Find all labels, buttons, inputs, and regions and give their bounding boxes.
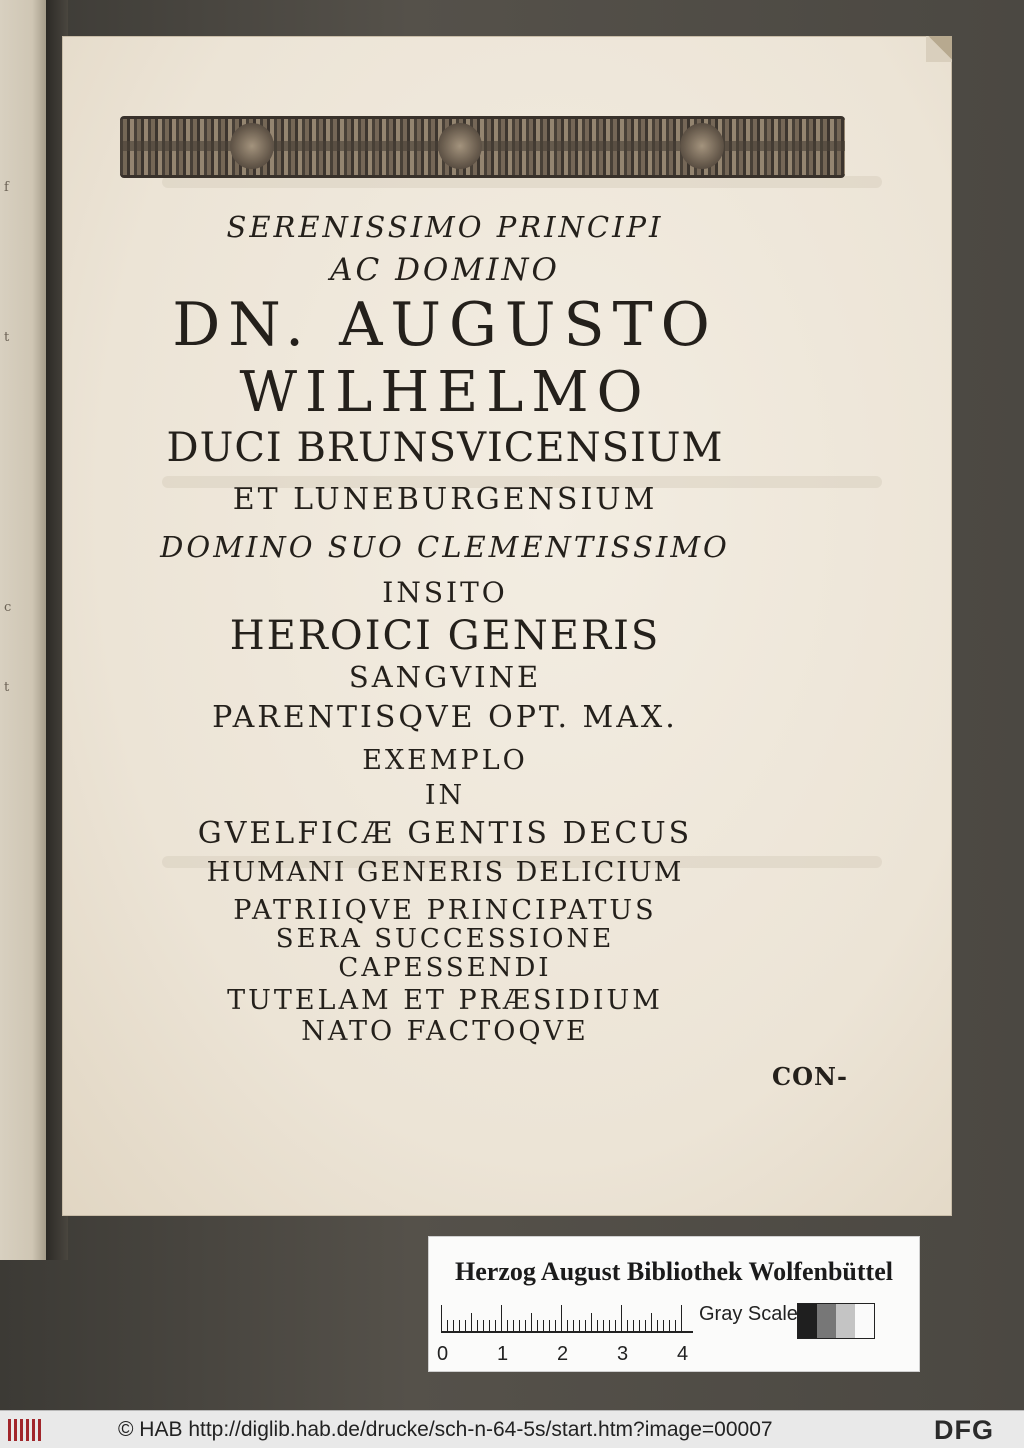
dedication-line: INSITO	[382, 576, 508, 609]
gray-swatch-black	[798, 1304, 817, 1338]
ruler-tick	[597, 1320, 598, 1331]
ruler-tick	[531, 1313, 532, 1331]
ruler-tick	[501, 1305, 502, 1331]
scale-number: 3	[617, 1343, 629, 1365]
dedication-line: SANGVINE	[348, 660, 542, 694]
library-label-card	[428, 1236, 920, 1372]
gray-scale-swatches	[797, 1303, 875, 1339]
ruler-tick	[675, 1320, 676, 1331]
dedication-line: DOMINO SUO CLEMENTISSIMO	[160, 530, 730, 564]
ruler-tick	[453, 1320, 454, 1331]
ruler-tick	[567, 1320, 568, 1331]
dedication-line: SERA SUCCESSIONE	[275, 924, 615, 954]
dedication-line: PATRIIQVE PRINCIPATUS	[233, 895, 657, 926]
previous-page-edge: f t c t	[0, 0, 46, 1260]
ruler-tick	[513, 1320, 514, 1331]
ruler-tick	[525, 1320, 526, 1331]
ruler-tick	[465, 1320, 466, 1331]
ruler-tick	[561, 1305, 562, 1331]
ruler-tick	[573, 1320, 574, 1331]
dedication-line: HUMANI GENERIS DELICIUM	[206, 857, 684, 888]
ruler-tick	[471, 1313, 472, 1331]
gray-scale-label: Gray Scale	[699, 1303, 798, 1325]
ruler-tick	[519, 1320, 520, 1331]
ruler-tick	[507, 1320, 508, 1331]
ruler-tick	[657, 1320, 658, 1331]
dedication-line: ET LUNEBURGENSIUM	[232, 482, 658, 517]
dfg-logo: DFG	[934, 1415, 994, 1445]
ruler-tick	[579, 1320, 580, 1331]
headpiece-ornament	[120, 116, 845, 178]
dedication-line: NATO FACTOQVE	[301, 1016, 589, 1047]
page-corner	[926, 36, 952, 62]
ornament-mask	[230, 123, 274, 169]
ruler-tick	[681, 1305, 682, 1331]
scale-number: 2	[557, 1343, 569, 1365]
dedication-line: HEROICI GENERIS	[229, 613, 661, 659]
dedication-name: DN. AUGUSTO	[172, 290, 718, 360]
dedication-line: TUTELAM ET PRÆSIDIUM	[227, 985, 663, 1016]
ruler-tick	[537, 1320, 538, 1331]
dedication-line: PARENTISQVE OPT. MAX.	[212, 700, 678, 735]
dedication-line: CAPESSENDI	[338, 953, 552, 983]
gray-swatch-white	[855, 1304, 874, 1338]
gray-swatch-mid	[817, 1304, 836, 1338]
ruler-tick	[645, 1320, 646, 1331]
scale-number: 4	[677, 1343, 689, 1365]
scale-number: 1	[497, 1343, 509, 1365]
ruler-tick	[603, 1320, 604, 1331]
gray-swatch-light	[836, 1304, 855, 1338]
ruler-tick	[477, 1320, 478, 1331]
dedication-line: IN	[424, 780, 466, 811]
ornament-mask	[680, 123, 724, 169]
dedication-line: SERENISSIMO PRINCIPI	[226, 210, 664, 244]
catchword: CON-	[772, 1062, 848, 1091]
ruler-tick	[639, 1320, 640, 1331]
ruler-tick	[459, 1320, 460, 1331]
ruler-tick	[543, 1320, 544, 1331]
ruler-tick	[633, 1320, 634, 1331]
ruler-tick	[495, 1320, 496, 1331]
ruler-tick	[621, 1305, 622, 1331]
ruler-tick	[483, 1320, 484, 1331]
ornament-mask	[438, 123, 482, 169]
ruler-tick	[441, 1305, 442, 1331]
ruler-tick	[489, 1320, 490, 1331]
ruler-tick	[663, 1320, 664, 1331]
scale-ruler	[441, 1303, 693, 1333]
dedication-line: GVELFICÆ GENTIS DECUS	[197, 816, 693, 851]
ruler-tick	[651, 1313, 652, 1331]
ruler-tick	[609, 1320, 610, 1331]
library-name: Herzog August Bibliothek Wolfenbüttel	[455, 1257, 893, 1286]
ruler-tick	[591, 1313, 592, 1331]
ruler-tick	[555, 1320, 556, 1331]
ruler-tick	[669, 1320, 670, 1331]
ruler-tick	[585, 1320, 586, 1331]
ruler-tick	[447, 1320, 448, 1331]
ruler-tick	[615, 1320, 616, 1331]
permalink-url[interactable]: © HAB http://diglib.hab.de/drucke/sch-n-64-5s/start.htm?image=00007	[118, 1418, 773, 1441]
ruler-tick	[627, 1320, 628, 1331]
dedication-line: EXEMPLO	[362, 745, 528, 776]
hab-logo-icon	[8, 1419, 44, 1441]
ruler-tick	[549, 1320, 550, 1331]
dedication-line: DUCI BRUNSVICENSIUM	[166, 425, 724, 471]
scale-number: 0	[437, 1343, 449, 1365]
footer-bar	[0, 1410, 1024, 1448]
dedication-name: WILHELMO	[239, 360, 651, 425]
dedication-line: AC DOMINO	[330, 252, 560, 288]
